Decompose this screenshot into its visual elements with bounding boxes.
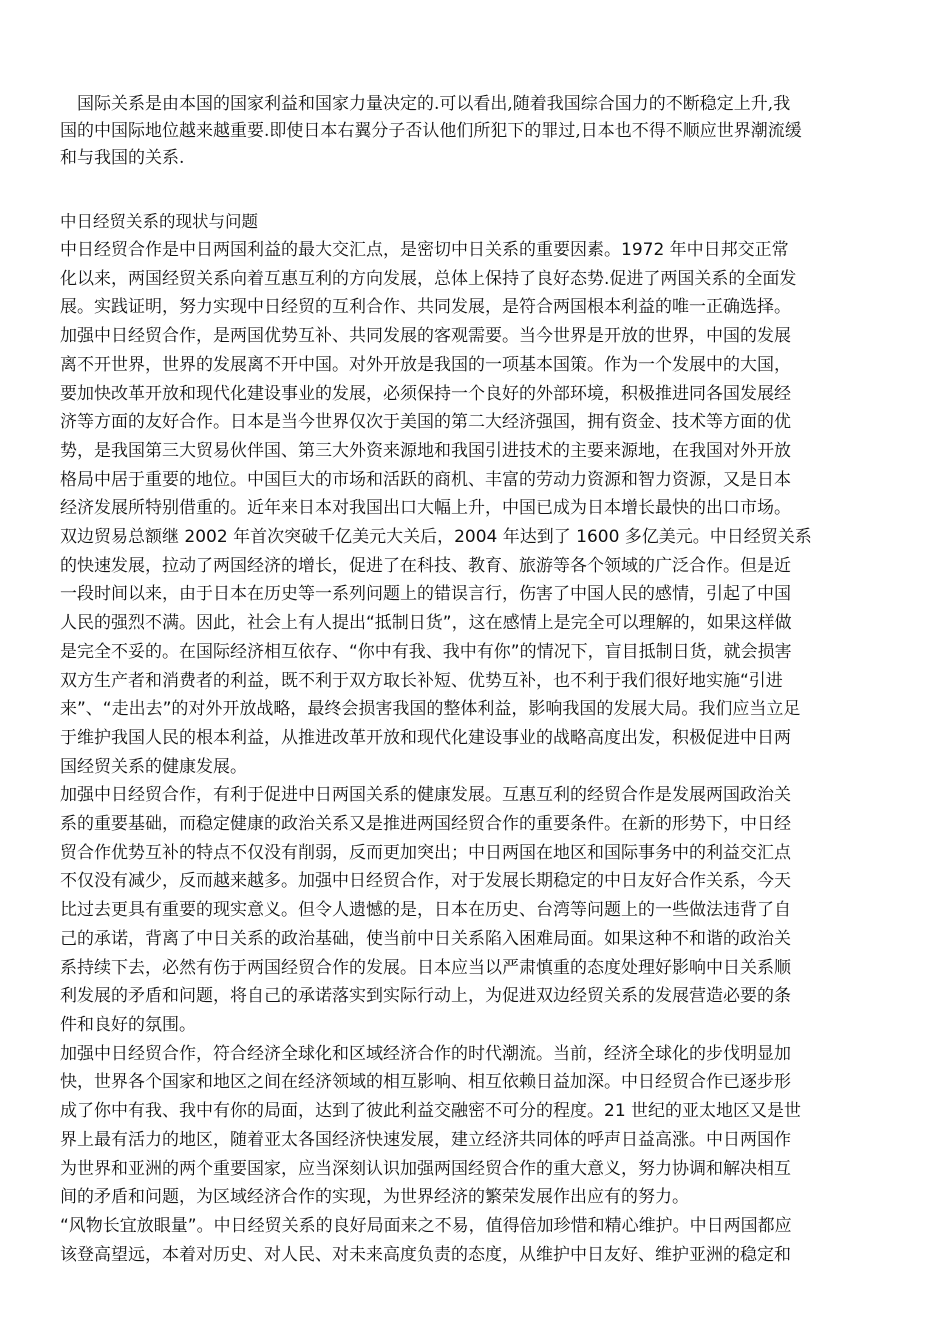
text-line: 双方生产者和消费者的利益，既不利于双方取长补短、优势互补，也不利于我们很好地实施“引进 xyxy=(60,670,783,691)
text-line: 双边贸易总额继 2002 年首次突破千亿美元大关后，2004 年达到了 1600 多亿美元。中日经贸关系 xyxy=(60,527,812,548)
text-line: 国的中国际地位越来越重要.即使日本右翼分子否认他们所犯下的罪过,日本也不得不顺应世界潮流缓 xyxy=(60,121,802,141)
text-line: 来”、“走出去”的对外开放战略，最终会损害我国的整体利益，影响我国的发展大局。我们应当立足 xyxy=(60,699,801,720)
text-line: 系的重要基础，而稳定健康的政治关系又是推进两国经贸合作的重要条件。在新的形势下，中日经 xyxy=(60,814,791,835)
text-line: 该登高望远，本着对历史、对人民、对未来高度负责的态度，从维护中日友好、维护亚洲的稳定和 xyxy=(60,1244,791,1265)
text-line: 为世界和亚洲的两个重要国家，应当深刻认识加强两国经贸合作的重大意义，努力协调和解决相互 xyxy=(60,1158,791,1179)
text-line: 国际关系是由本国的国家利益和国家力量决定的.可以看出,随着我国综合国力的不断稳定上升,我 xyxy=(60,94,791,114)
text-line: 展。实践证明，努力实现中日经贸的互利合作、共同发展，是符合两国根本利益的唯一正确选择。 xyxy=(60,297,791,318)
text-line: 加强中日经贸合作，有利于促进中日两国关系的健康发展。互惠互利的经贸合作是发展两国政治关 xyxy=(60,785,791,806)
text-line: 加强中日经贸合作，符合经济全球化和区域经济合作的时代潮流。当前，经济全球化的步伐明显加 xyxy=(60,1043,791,1064)
section-heading: 中日经贸关系的现状与问题 xyxy=(60,212,258,231)
text-line: 于维护我国人民的根本利益，从推进改革开放和现代化建设事业的战略高度出发，积极促进中日两 xyxy=(60,727,791,748)
text-line: 离不开世界，世界的发展离不开中国。对外开放是我国的一项基本国策。作为一个发展中的大国， xyxy=(60,354,791,375)
text-line: 系持续下去，必然有伤于两国经贸合作的发展。日本应当以严肃慎重的态度处理好影响中日关系顺 xyxy=(60,957,791,978)
text-line: 一段时间以来，由于日本在历史等一系列问题上的错误言行，伤害了中国人民的感情，引起了中国 xyxy=(60,584,791,605)
text-line: 人民的强烈不满。因此，社会上有人提出“抵制日货”，这在感情上是完全可以理解的，如果这样做 xyxy=(60,613,792,634)
text-line: 不仅没有减少，反而越来越多。加强中日经贸合作，对于发展长期稳定的中日友好合作关系，今天 xyxy=(60,871,791,892)
text-line: 的快速发展，拉动了两国经济的增长，促进了在科技、教育、旅游等各个领域的广泛合作。但是近 xyxy=(60,555,791,576)
text-line: 成了你中有我、我中有你的局面，达到了彼此利益交融密不可分的程度。21 世纪的亚太地区又是世 xyxy=(60,1101,802,1122)
intro-paragraph xyxy=(60,91,900,172)
text-line: 己的承诺，背离了中日关系的政治基础，使当前中日关系陷入困难局面。如果这种不和谐的政治关 xyxy=(60,928,791,949)
text-line: 是完全不妥的。在国际经济相互依存、“你中有我、我中有你”的情况下，盲目抵制日货，就会损害 xyxy=(60,641,792,662)
text-line: 快，世界各个国家和地区之间在经济领域的相互影响、相互依赖日益加深。中日经贸合作已逐步形 xyxy=(60,1072,791,1093)
text-line: 和与我国的关系. xyxy=(60,148,185,168)
text-line: 中日经贸合作是中日两国利益的最大交汇点，是密切中日关系的重要因素。1972 年中日邦交正常 xyxy=(60,240,789,260)
text-line: 国经贸关系的健康发展。 xyxy=(60,756,247,777)
section-body xyxy=(60,236,900,1269)
text-line: 贸合作优势互补的特点不仅没有削弱，反而更加突出；中日两国在地区和国际事务中的利益交汇点 xyxy=(60,842,791,863)
text-line: 间的矛盾和问题，为区域经济合作的实现，为世界经济的繁荣发展作出应有的努力。 xyxy=(60,1187,689,1208)
text-line: 经济发展所特别借重的。近年来日本对我国出口大幅上升，中国已成为日本增长最快的出口市场。 xyxy=(60,498,791,519)
text-line: 济等方面的友好合作。日本是当今世界仅次于美国的第二大经济强国，拥有资金、技术等方面的优 xyxy=(60,412,791,433)
text-line: 比过去更具有重要的现实意义。但令人遗憾的是，日本在历史、台湾等问题上的一些做法违背了自 xyxy=(60,900,791,921)
text-line: 势，是我国第三大贸易伙伴国、第三大外资来源地和我国引进技术的主要来源地，在我国对外开放 xyxy=(60,440,791,461)
text-line: 化以来，两国经贸关系向着互惠互利的方向发展，总体上保持了良好态势.促进了两国关系的全面发 xyxy=(60,268,797,289)
text-line: 件和良好的氛围。 xyxy=(60,1014,196,1035)
text-line: 格局中居于重要的地位。中国巨大的市场和活跃的商机、丰富的劳动力资源和智力资源，又是日本 xyxy=(60,469,791,490)
text-line: 利发展的矛盾和问题，将自己的承诺落实到实际行动上，为促进双边经贸关系的发展营造必要的条 xyxy=(60,986,791,1007)
text-line: 要加快改革开放和现代化建设事业的发展，必须保持一个良好的外部环境，积极推进同各国发展经 xyxy=(60,383,791,404)
text-line: 加强中日经贸合作，是两国优势互补、共同发展的客观需要。当今世界是开放的世界，中国的发展 xyxy=(60,326,791,347)
text-line: 界上最有活力的地区，随着亚太各国经济快速发展，建立经济共同体的呼声日益高涨。中日两国作 xyxy=(60,1129,791,1150)
text-line: “风物长宜放眼量”。中日经贸关系的良好局面来之不易，值得倍加珍惜和精心维护。中日两国都应 xyxy=(60,1215,792,1236)
